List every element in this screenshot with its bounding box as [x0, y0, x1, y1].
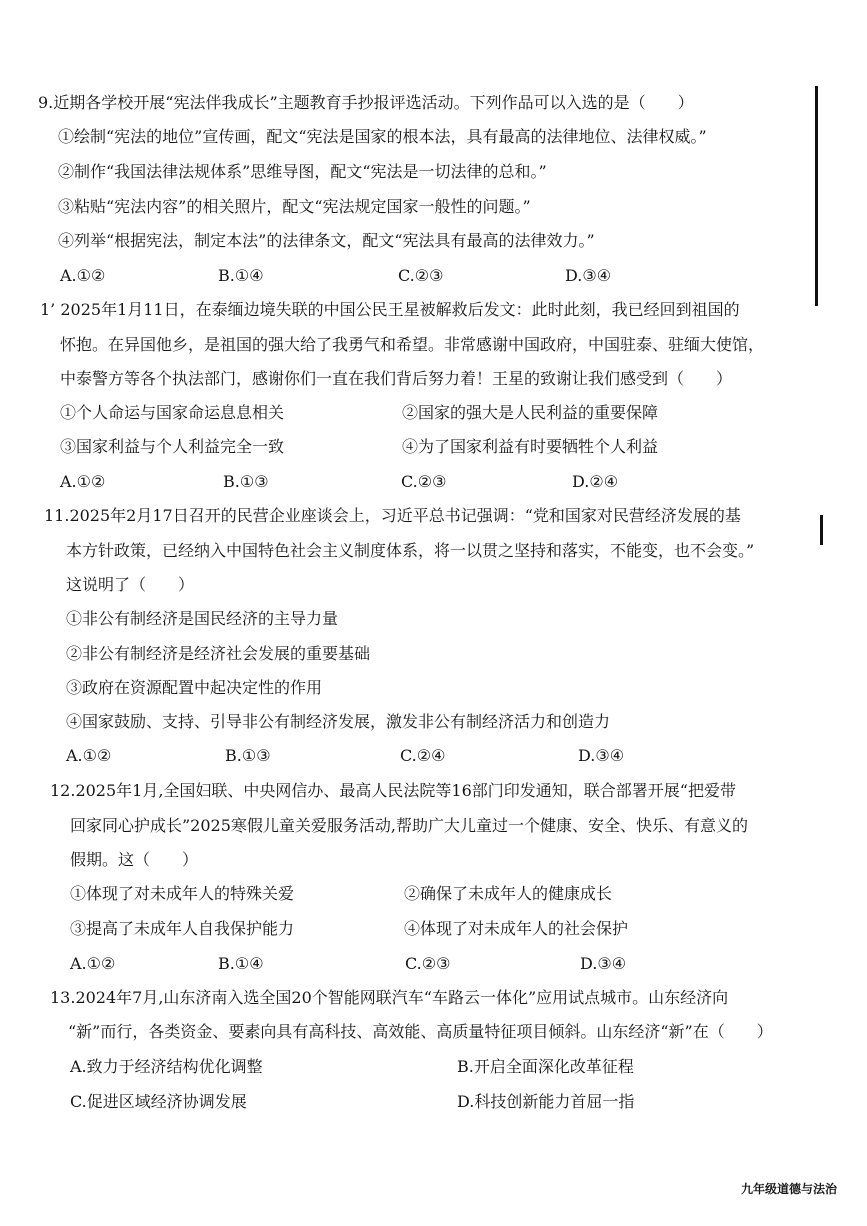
q11-option-d: D.③④	[578, 746, 625, 765]
q10-item-4: ④为了国家利益有时要牺牲个人利益	[402, 437, 659, 456]
q13-option-d: D.科技创新能力首屈一指	[457, 1092, 635, 1111]
q11-line-3: 这说明了（ ）	[66, 575, 195, 594]
q13-option-a: A.致力于经济结构优化调整	[70, 1057, 263, 1076]
q13-line-2: “新”而行，各类资金、要素向具有高科技、高效能、高质量特征项目倾斜。山东经济“新”在（ ）	[68, 1022, 773, 1041]
q10-option-d: D.②④	[572, 472, 619, 491]
q10-option-a: A.①②	[60, 472, 106, 491]
q12-item-2: ②确保了未成年人的健康成长	[404, 884, 613, 903]
q10-option-b: B.①③	[223, 472, 269, 491]
q11-line-2: 本方针政策，已经纳入中国特色社会主义制度体系，将一以贯之坚持和落实，不能变，也不会变。”	[66, 541, 755, 560]
q11-line-1: 11.2025年2月17日召开的民营企业座谈会上，习近平总书记强调：“党和国家对民营经济发展的基	[44, 506, 741, 525]
q12-item-4: ④体现了对未成年人的社会保护	[404, 919, 629, 938]
q12-option-b: B.①④	[218, 954, 264, 973]
q9-item-3: ③粘贴“宪法内容”的相关照片，配文“宪法规定国家一般性的问题。”	[58, 197, 531, 216]
q9-option-a: A.①②	[60, 266, 106, 285]
q9-item-1: ①绘制“宪法的地位”宣传画，配文“宪法是国家的根本法，具有最高的法律地位、法律权威。”	[58, 127, 707, 146]
q13-line-1: 13.2024年7月,山东济南入选全国20个智能网联汽车“车路云一体化”应用试点城市。山东经济向	[50, 988, 729, 1007]
q10-item-2: ②国家的强大是人民利益的重要保障	[402, 403, 659, 422]
q10-line-3: 中泰警方等各个执法部门，感谢你们一直在我们背后努力着！王星的致谢让我们感受到（ ）	[60, 369, 733, 388]
q9-stem: 9.近期各学校开展“宪法伴我成长”主题教育手抄报评选活动。下列作品可以入选的是（ ）	[38, 93, 694, 112]
q10-option-c: C.②③	[401, 472, 447, 491]
q13-option-c: C.促进区域经济协调发展	[70, 1092, 247, 1111]
page-footer: 九年级道德与法治	[740, 1182, 837, 1196]
q11-option-c: C.②④	[400, 746, 446, 765]
q13-option-b: B.开启全面深化改革征程	[457, 1057, 634, 1076]
q11-item-3: ③政府在资源配置中起决定性的作用	[66, 678, 323, 697]
q11-item-2: ②非公有制经济是经济社会发展的重要基础	[66, 644, 371, 663]
binding-margin-line	[815, 86, 818, 306]
binding-margin-mark	[820, 515, 823, 545]
q9-option-c: C.②③	[398, 266, 444, 285]
q9-item-2: ②制作“我国法律法规体系”思维导图，配文“宪法是一切法律的总和。”	[58, 162, 547, 181]
q12-item-1: ①体现了对未成年人的特殊关爱	[70, 884, 295, 903]
q12-line-3: 假期。这（ ）	[70, 850, 199, 869]
q12-option-a: A.①②	[70, 954, 116, 973]
q9-option-b: B.①④	[218, 266, 264, 285]
q12-line-2: 回家同心护成长”2025寒假儿童关爱服务活动,帮助广大儿童过一个健康、安全、快乐、有意义的	[70, 816, 748, 835]
q10-line-2: 怀抱。在异国他乡，是祖国的强大给了我勇气和希望。非常感谢中国政府，中国驻泰、驻缅大使馆，	[60, 335, 765, 354]
q12-line-1: 12.2025年1月,全国妇联、中央网信办、最高人民法院等16部门印发通知，联合部署开展“把爱带	[50, 781, 736, 800]
q10-line-1: 1’ 2025年1月11日，在泰缅边境失联的中国公民王星被解救后发文：此时此刻，我已经回到祖国的	[40, 300, 740, 319]
q10-item-1: ①个人命运与国家命运息息相关	[60, 403, 285, 422]
q10-item-3: ③国家利益与个人利益完全一致	[60, 437, 285, 456]
q9-item-4: ④列举“根据宪法，制定本法”的法律条文，配文“宪法具有最高的法律效力。”	[58, 231, 595, 250]
q12-item-3: ③提高了未成年人自我保护能力	[70, 919, 295, 938]
q11-option-b: B.①③	[225, 746, 271, 765]
q11-option-a: A.①②	[66, 746, 112, 765]
q9-option-d: D.③④	[565, 266, 612, 285]
q12-option-c: C.②③	[405, 954, 451, 973]
q11-item-4: ④国家鼓励、支持、引导非公有制经济发展，激发非公有制经济活力和创造力	[66, 712, 611, 731]
q12-option-d: D.③④	[580, 954, 627, 973]
q11-item-1: ①非公有制经济是国民经济的主导力量	[66, 609, 339, 628]
